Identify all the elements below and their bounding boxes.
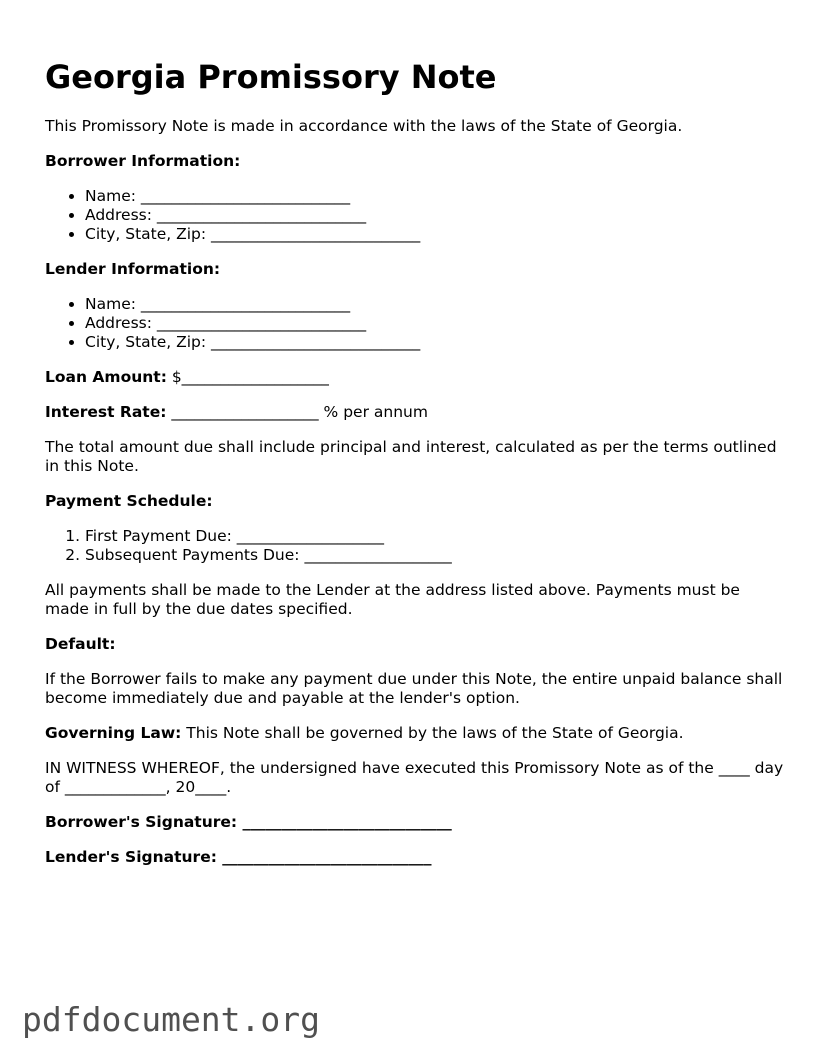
governing-law-line	[45, 724, 785, 743]
interest-rate-line	[45, 403, 785, 422]
witness-paragraph: IN WITNESS WHEREOF, the undersigned have executed this Promissory Note as of the ____ day of _____________, 20____.	[45, 759, 784, 796]
lender-fields-list	[45, 295, 785, 352]
lender-name-field: • Name: ___________________________	[85, 295, 785, 314]
intro-paragraph: This Promissory Note is made in accordance with the laws of the State of Georgia.	[45, 117, 683, 135]
borrower-city-state-zip-field: • City, State, Zip: ___________________________	[85, 225, 785, 244]
default-heading: Default:	[45, 635, 116, 653]
document-body	[45, 117, 785, 883]
payment-schedule-list	[45, 527, 785, 565]
borrower-heading: Borrower Information:	[45, 152, 241, 170]
loan-amount-label: Loan Amount:	[45, 368, 167, 386]
subsequent-payments-item: 2. Subsequent Payments Due: ___________________	[85, 546, 785, 565]
interest-rate-blank: ___________________ % per annum	[166, 403, 428, 421]
borrower-signature-line: Borrower's Signature: ___________________________	[45, 813, 452, 831]
default-paragraph: If the Borrower fails to make any payment due under this Note, the entire unpaid balance shall become immediately due and payable at the lender's option.	[45, 670, 783, 707]
lender-heading: Lender Information:	[45, 260, 221, 278]
governing-law-text: This Note shall be governed by the laws of the State of Georgia.	[181, 724, 684, 742]
payment-schedule-heading: Payment Schedule:	[45, 492, 213, 510]
borrower-fields-list	[45, 187, 785, 244]
loan-amount-blank: $___________________	[166, 368, 329, 386]
lender-city-state-zip-field: • City, State, Zip: ___________________________	[85, 333, 785, 352]
interest-rate-label: Interest Rate:	[45, 403, 167, 421]
payments-paragraph: All payments shall be made to the Lender at the address listed above. Payments must be made in full by the due dates specified.	[45, 581, 740, 618]
governing-law-label: Governing Law:	[45, 724, 182, 742]
first-payment-item: 1. First Payment Due: ___________________	[85, 527, 785, 546]
page-title: Georgia Promissory Note	[45, 58, 497, 96]
borrower-name-field: • Name: ___________________________	[85, 187, 785, 206]
lender-signature-line: Lender's Signature: ___________________________	[45, 848, 432, 866]
total-due-paragraph: The total amount due shall include principal and interest, calculated as per the terms outlined in this Note.	[45, 438, 777, 475]
loan-amount-line	[45, 368, 785, 387]
lender-address-field: • Address: ___________________________	[85, 314, 785, 333]
borrower-address-field: • Address: ___________________________	[85, 206, 785, 225]
watermark-text: pdfdocument.org	[22, 1000, 321, 1039]
